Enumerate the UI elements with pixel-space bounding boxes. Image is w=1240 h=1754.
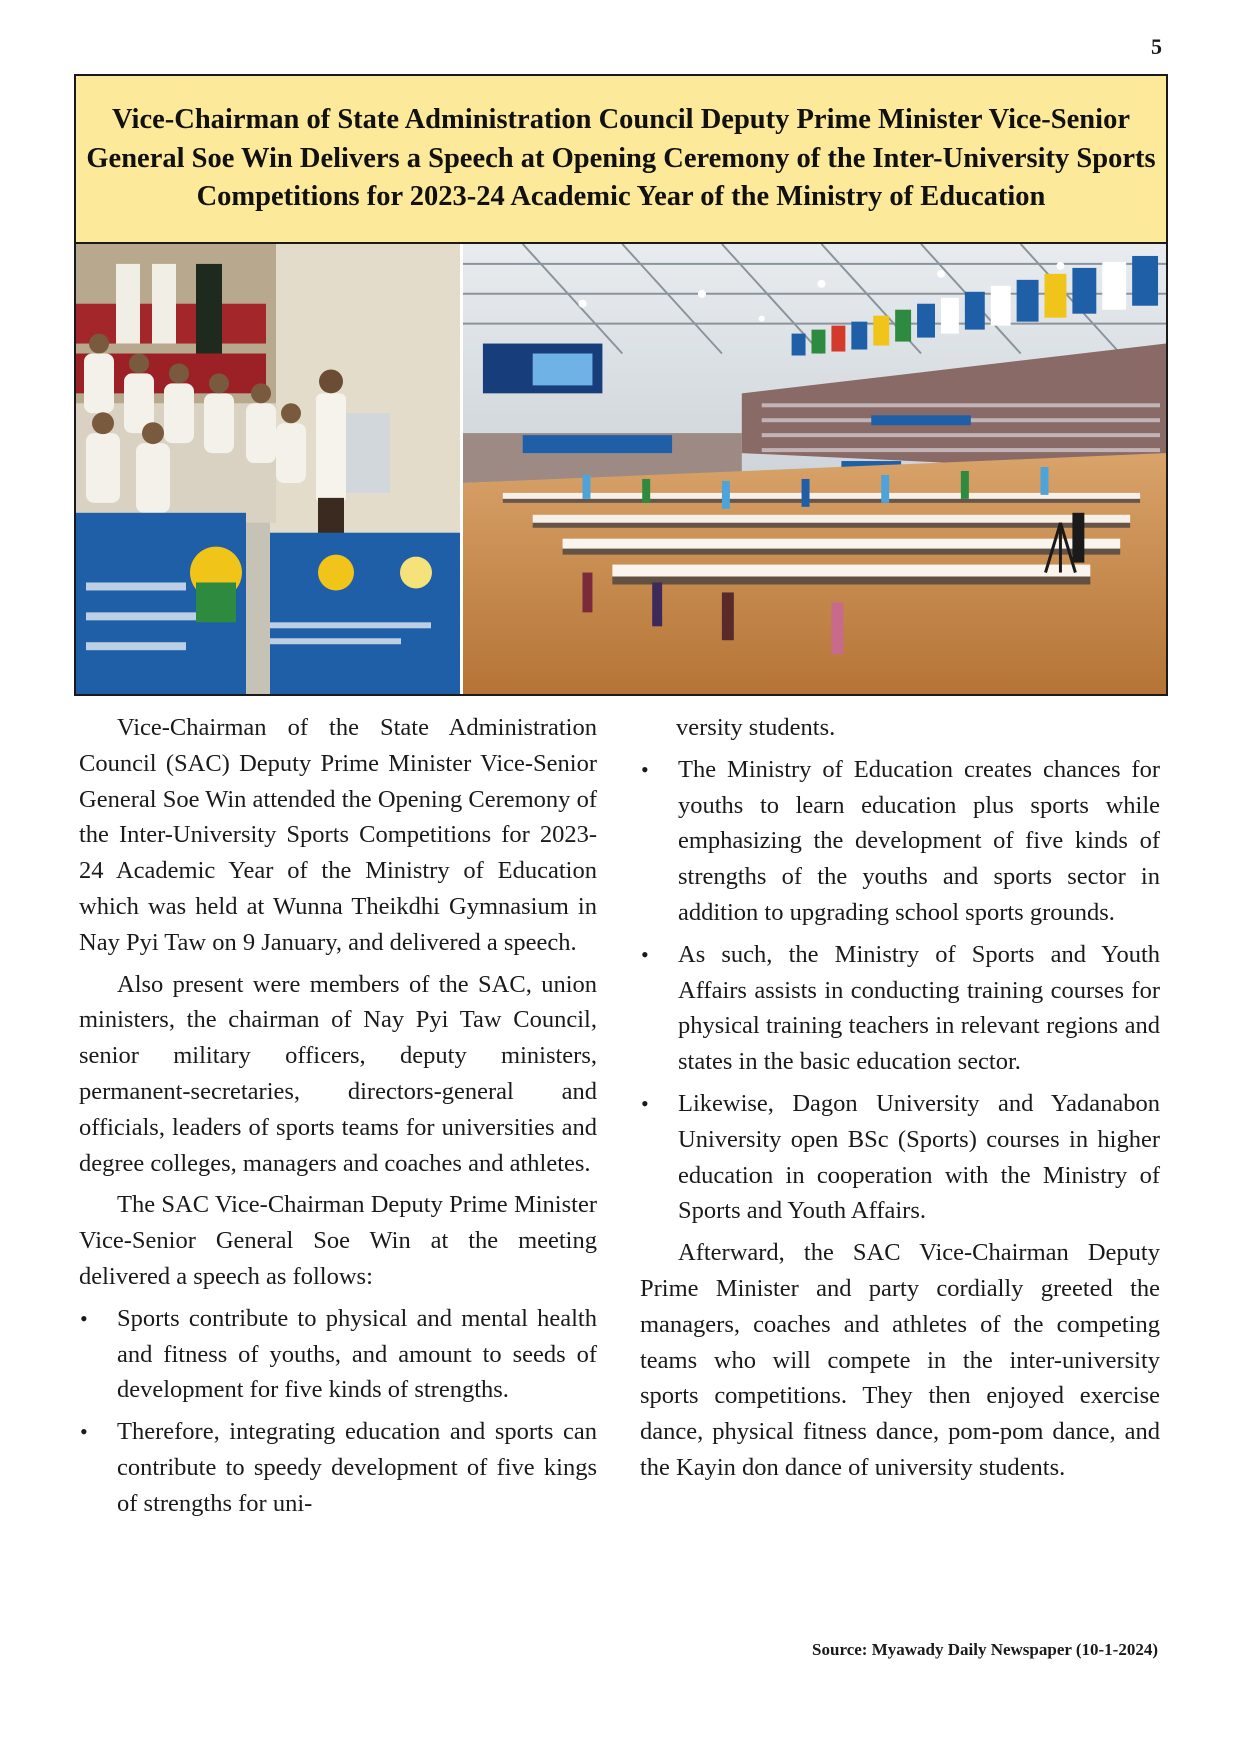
headline: Vice-Chairman of State Administration Council Deputy Prime Minister Vice-Senior General Soe Win Delivers a Speech at Opening Ceremony of the Inter-University Sports Competitions for 2023-24 Academic Year of the Ministry of Education (86, 104, 1156, 213)
paragraph-intro: Vice-Chairman of the State Administration Council (SAC) Deputy Prime Minister Vice-Senior General Soe Win attended the Opening Ceremony of the Inter-University Sports Competitions for 2023-24 Academic Year of the Ministry of Education which was held at Wunna Theikdhi Gymnasium in Nay Pyi Taw on 9 January, and delivered a speech. (79, 714, 597, 956)
photo-strip (74, 244, 1168, 696)
paragraph-speech-intro: The SAC Vice-Chairman Deputy Prime Minister Vice-Senior General Soe Win at the meeting delivered a speech as follows: (79, 1191, 597, 1290)
bullet-continuation: versity students. (676, 714, 836, 741)
speech-points-right (640, 752, 1160, 1229)
gymnasium-illustration (463, 244, 1166, 694)
paragraph-afterward: Afterward, the SAC Vice-Chairman Deputy Prime Minister and party cordially greeted the managers, coaches and athletes of the competing teams who will compete in the inter-university sports competitions. They then enjoyed exercise dance, physical fitness dance, pom-pom dance, and the Kayin don dance of university students. (640, 1239, 1160, 1481)
speech-point: • Sports contribute to physical and mental health and fitness of youths, and amount to seeds of development for five kinds of strengths. (117, 1301, 597, 1408)
article-column-left (79, 710, 597, 1528)
speech-point: • As such, the Ministry of Sports and Youth Affairs assists in conducting training courses for physical training teachers in relevant regions and states in the basic education sector. (678, 937, 1160, 1080)
speaker-at-podium-photo (76, 244, 463, 694)
paragraph-attendees: Also present were members of the SAC, union ministers, the chairman of Nay Pyi Taw Council, senior military officers, deputy ministers, permanent-secretaries, directors-general and officials, leaders of sports teams for universities and degree colleges, managers and coaches and athletes. (79, 970, 597, 1177)
speech-point: • Therefore, integrating education and sports can contribute to speedy development of five kings of strengths for uni- (117, 1414, 597, 1521)
source-credit: Source: Myawady Daily Newspaper (10-1-2024) (812, 1640, 1158, 1659)
speech-points-left (79, 1301, 597, 1522)
speech-point: • Likewise, Dagon University and Yadanabon University open BSc (Sports) courses in higher education in cooperation with the Ministry of Sports and Youth Affairs. (678, 1086, 1160, 1229)
gymnasium-opening-ceremony-photo (463, 244, 1166, 694)
speaker-photo-illustration (76, 244, 460, 694)
headline-box (74, 74, 1168, 244)
speech-point: • The Ministry of Education creates chances for youths to learn education plus sports while emphasizing the development of five kinds of strengths of the youths and sports sector in addition to upgrading school sports grounds. (678, 752, 1160, 931)
article-column-right (640, 710, 1160, 1492)
page-number: 5 (1151, 34, 1162, 59)
